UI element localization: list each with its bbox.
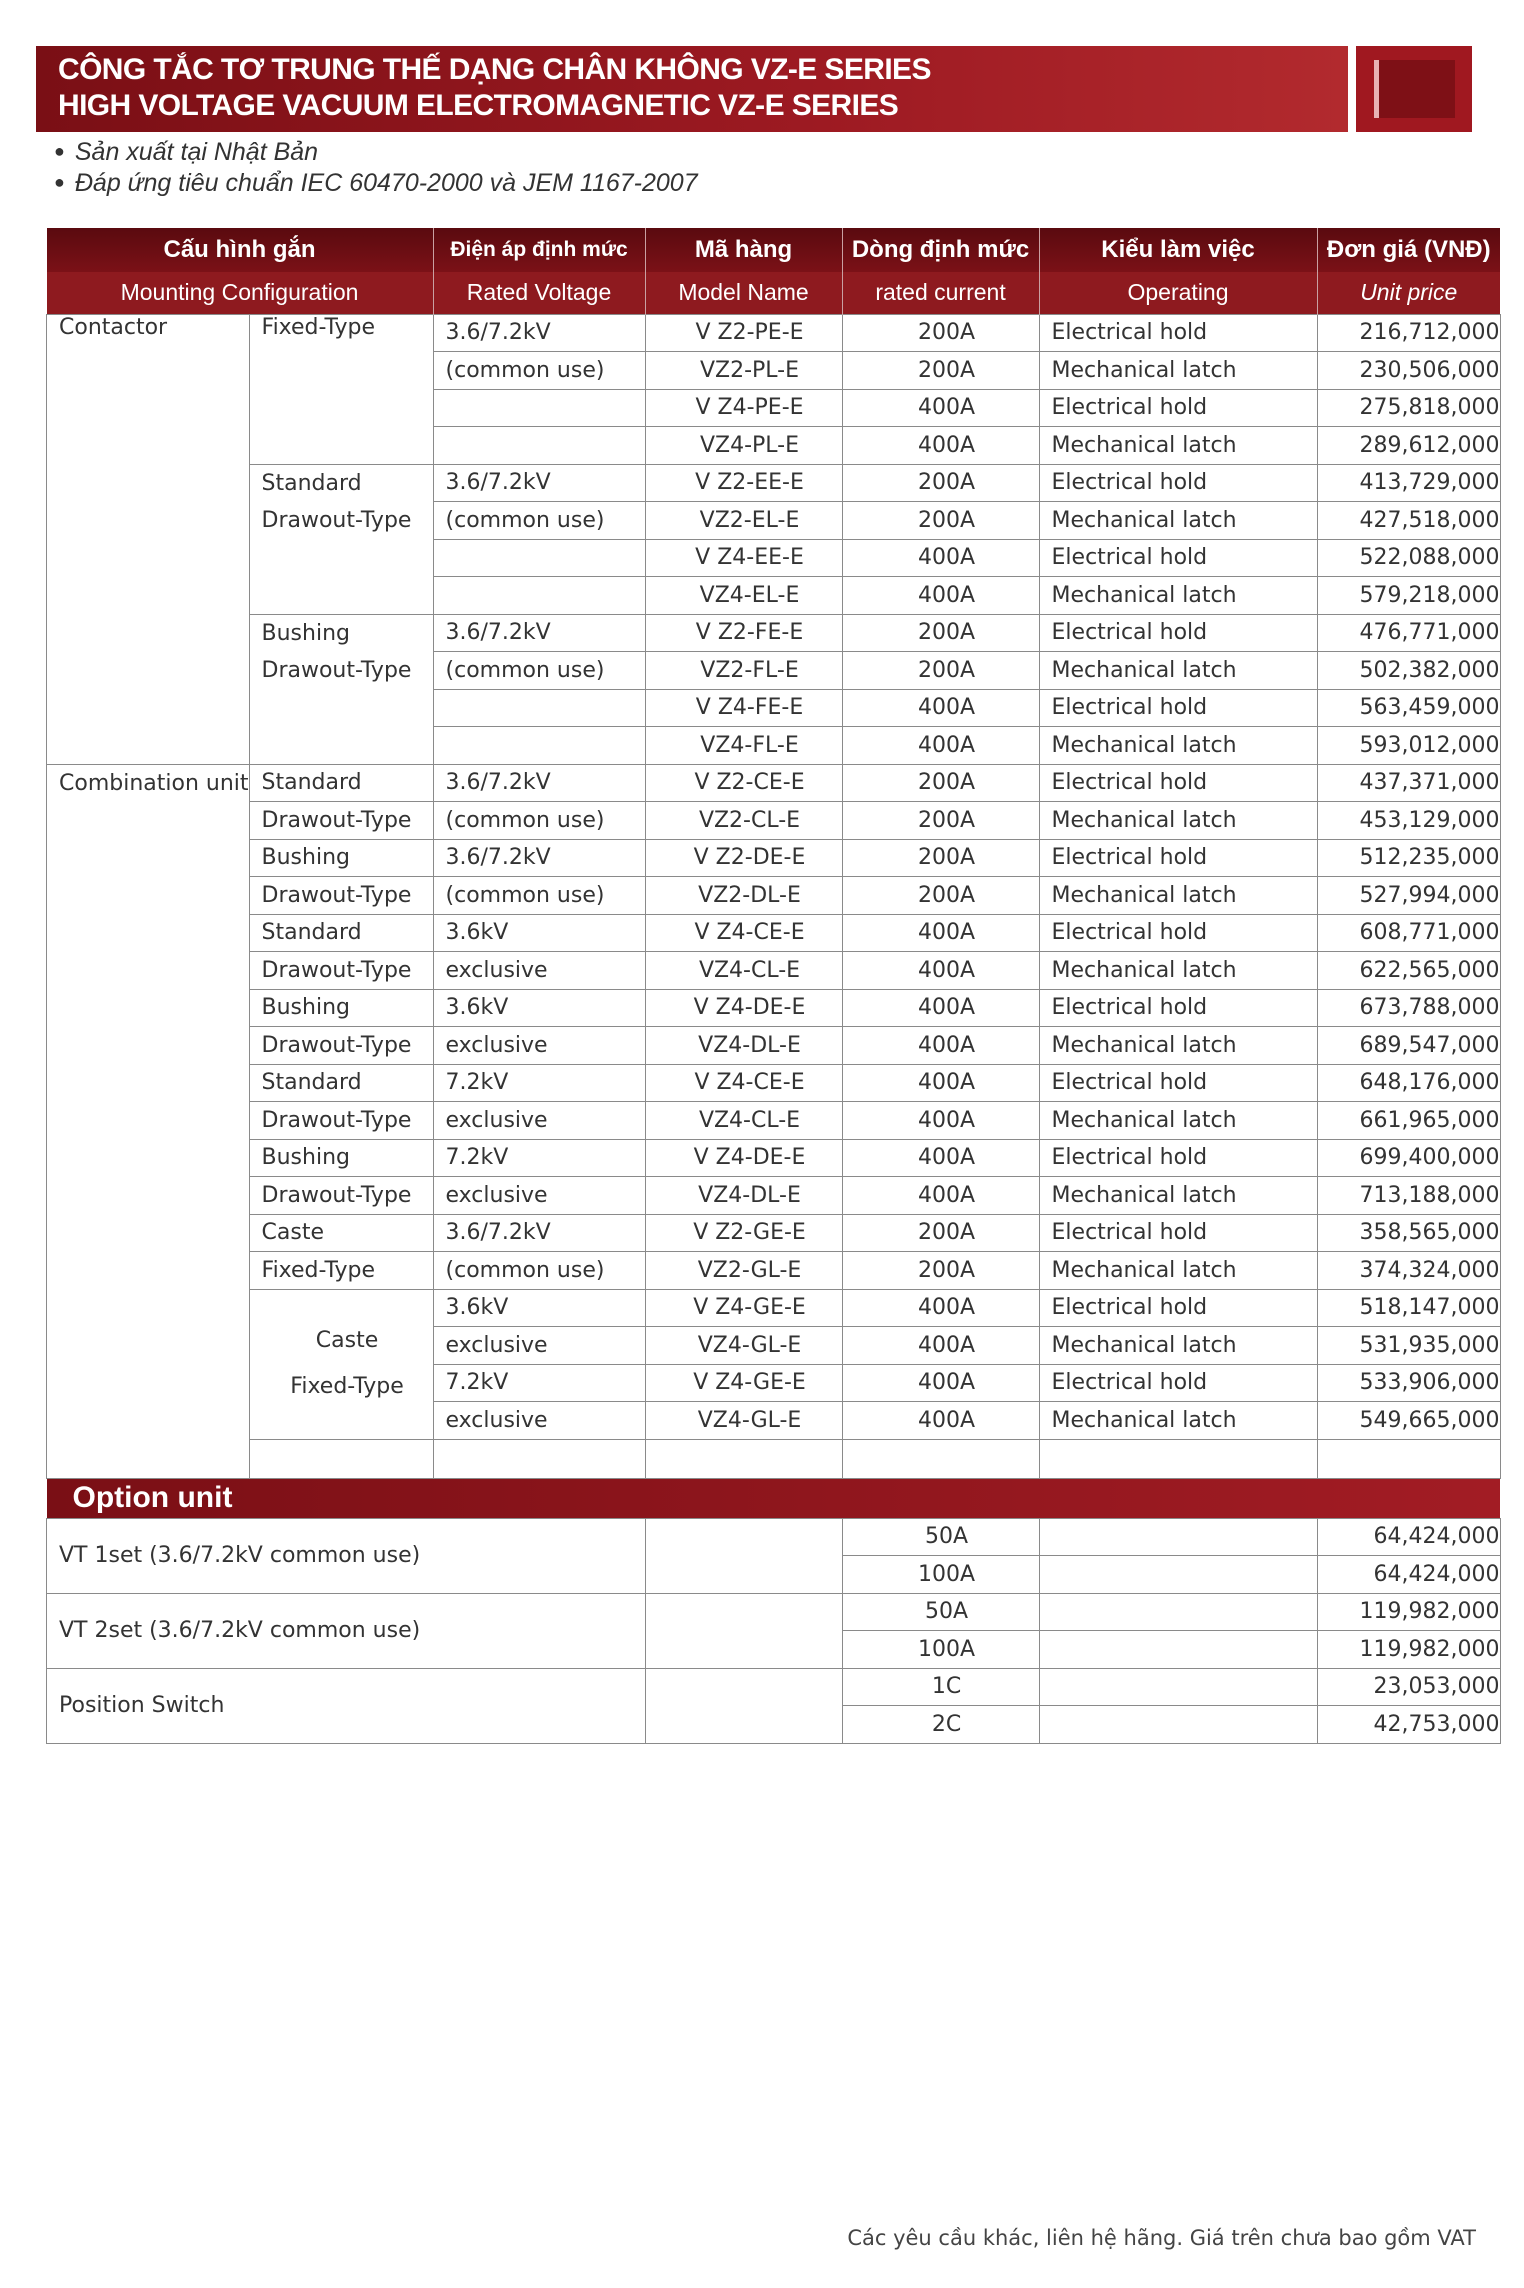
- cell-voltage: 3.6kV: [433, 1289, 645, 1327]
- cell-model: V Z2-GE-E: [645, 1214, 842, 1252]
- cell-voltage: [433, 727, 645, 765]
- cell-voltage: 7.2kV: [433, 1139, 645, 1177]
- cell-model: V Z4-PE-E: [645, 389, 842, 427]
- table-row: [47, 839, 1501, 877]
- title-banner: [36, 46, 1348, 132]
- cell-price: 527,994,000: [1317, 877, 1500, 915]
- cell-current: 100A: [842, 1631, 1039, 1669]
- cell-model: VZ4-DL-E: [645, 1027, 842, 1065]
- cell-price: 275,818,000: [1317, 389, 1500, 427]
- cell-price: 531,935,000: [1317, 1327, 1500, 1365]
- cell-current: 400A: [842, 1364, 1039, 1402]
- cell-current: 200A: [842, 1214, 1039, 1252]
- cell-price: 522,088,000: [1317, 539, 1500, 577]
- cell-operating: Electrical hold: [1039, 1289, 1317, 1327]
- mounting-bushing-drawout: Bushing Drawout-Type: [249, 614, 433, 764]
- header-price-vi: Đơn giá (VNĐ): [1317, 228, 1500, 272]
- header-price-en: Unit price: [1317, 272, 1500, 314]
- cell-price: 42,753,000: [1317, 1706, 1500, 1744]
- cell-voltage: (common use): [433, 502, 645, 540]
- cell-current: 400A: [842, 1027, 1039, 1065]
- cell-price: 374,324,000: [1317, 1252, 1500, 1290]
- cell-model: VZ4-CL-E: [645, 952, 842, 990]
- cell-price: 593,012,000: [1317, 727, 1500, 765]
- cell-model: VZ4-CL-E: [645, 1102, 842, 1140]
- cell-voltage: 3.6/7.2kV: [433, 764, 645, 802]
- cell-operating: Mechanical latch: [1039, 427, 1317, 465]
- header-voltage-en: Rated Voltage: [433, 272, 645, 314]
- cell-operating: Electrical hold: [1039, 989, 1317, 1027]
- option-vt1-name: VT 1set (3.6/7.2kV common use): [47, 1518, 646, 1593]
- option-row: [47, 1668, 1501, 1706]
- header-current-en: rated current: [842, 272, 1039, 314]
- cell-current: 400A: [842, 389, 1039, 427]
- bullet-dot-icon: ●: [54, 141, 65, 161]
- cell-price: 608,771,000: [1317, 914, 1500, 952]
- cell-current: 400A: [842, 1289, 1039, 1327]
- cell-current: 50A: [842, 1518, 1039, 1556]
- cell-model: VZ4-FL-E: [645, 727, 842, 765]
- cell-operating: Mechanical latch: [1039, 802, 1317, 840]
- cell-current: 200A: [842, 877, 1039, 915]
- cell-current: 400A: [842, 689, 1039, 727]
- cell-voltage: exclusive: [433, 1102, 645, 1140]
- cell-voltage: [433, 389, 645, 427]
- table-row: [47, 464, 1501, 502]
- cell-current: 2C: [842, 1706, 1039, 1744]
- cell-price: 437,371,000: [1317, 764, 1500, 802]
- cell-current: 400A: [842, 577, 1039, 615]
- table-row: [47, 764, 1501, 802]
- mounting-label: Standard: [249, 764, 433, 802]
- cell-current: 200A: [842, 464, 1039, 502]
- table-row: [47, 614, 1501, 652]
- cell-voltage: exclusive: [433, 1327, 645, 1365]
- banner-side-tab: [1356, 46, 1472, 132]
- cell-voltage: 3.6/7.2kV: [433, 614, 645, 652]
- cell-current: 400A: [842, 1327, 1039, 1365]
- table-row: [47, 989, 1501, 1027]
- mounting-label: Drawout-Type: [249, 802, 433, 840]
- cell-operating: Mechanical latch: [1039, 1102, 1317, 1140]
- cell-operating: Mechanical latch: [1039, 1327, 1317, 1365]
- feature-bullets: [54, 136, 698, 198]
- cell-voltage: 7.2kV: [433, 1364, 645, 1402]
- cell-price: 23,053,000: [1317, 1668, 1500, 1706]
- cell-voltage: 3.6/7.2kV: [433, 839, 645, 877]
- cell-model: VZ4-GL-E: [645, 1402, 842, 1440]
- price-table-wrapper: [46, 228, 1501, 1744]
- table-row: [47, 877, 1501, 915]
- cell-price: 476,771,000: [1317, 614, 1500, 652]
- cell-model: V Z4-DE-E: [645, 989, 842, 1027]
- cell-model: VZ2-PL-E: [645, 352, 842, 390]
- table-row: [47, 1139, 1501, 1177]
- cell-price: 64,424,000: [1317, 1518, 1500, 1556]
- header-operating-en: Operating: [1039, 272, 1317, 314]
- cell-current: 400A: [842, 952, 1039, 990]
- mounting-label: Bushing: [249, 1139, 433, 1177]
- cell-price: 289,612,000: [1317, 427, 1500, 465]
- footer-note: Các yêu cầu khác, liên hệ hãng. Giá trên chưa bao gồm VAT: [847, 2226, 1476, 2250]
- bullet-dot-icon: ●: [54, 172, 65, 192]
- cell-model: V Z2-EE-E: [645, 464, 842, 502]
- cell-current: 200A: [842, 839, 1039, 877]
- cell-operating: Electrical hold: [1039, 839, 1317, 877]
- cell-operating: Mechanical latch: [1039, 352, 1317, 390]
- cell-operating: Electrical hold: [1039, 689, 1317, 727]
- cell-price: 64,424,000: [1317, 1556, 1500, 1594]
- cell-current: 50A: [842, 1593, 1039, 1631]
- cell-price: 512,235,000: [1317, 839, 1500, 877]
- cell-voltage: (common use): [433, 652, 645, 690]
- cell-operating: Electrical hold: [1039, 764, 1317, 802]
- cell-current: 400A: [842, 1139, 1039, 1177]
- cell-operating: Electrical hold: [1039, 314, 1317, 352]
- mounting-label: Caste: [249, 1214, 433, 1252]
- table-row: [47, 1027, 1501, 1065]
- header-row-vietnamese: [47, 228, 1501, 272]
- title-english: HIGH VOLTAGE VACUUM ELECTROMAGNETIC VZ-E SERIES: [58, 89, 899, 122]
- option-row: [47, 1593, 1501, 1631]
- table-row-empty: [47, 1439, 1501, 1478]
- mounting-label: Drawout-Type: [249, 877, 433, 915]
- cell-voltage: 3.6/7.2kV: [433, 464, 645, 502]
- cell-model: VZ4-EL-E: [645, 577, 842, 615]
- mounting-fixed-type: Fixed-Type: [249, 314, 433, 464]
- cell-price: 427,518,000: [1317, 502, 1500, 540]
- cell-operating: Electrical hold: [1039, 464, 1317, 502]
- cell-voltage: (common use): [433, 1252, 645, 1290]
- cell-voltage: (common use): [433, 802, 645, 840]
- cell-model: VZ2-DL-E: [645, 877, 842, 915]
- cell-model: VZ2-EL-E: [645, 502, 842, 540]
- cell-price: 358,565,000: [1317, 1214, 1500, 1252]
- cell-operating: Electrical hold: [1039, 389, 1317, 427]
- cell-current: 400A: [842, 1064, 1039, 1102]
- price-table: [46, 228, 1501, 1744]
- header-mounting-vi: Cấu hình gắn: [47, 228, 434, 272]
- mounting-label: Drawout-Type: [249, 1027, 433, 1065]
- mounting-label: Fixed-Type: [249, 1252, 433, 1290]
- cell-model: V Z4-CE-E: [645, 1064, 842, 1102]
- cell-voltage: 3.6kV: [433, 989, 645, 1027]
- cell-price: 549,665,000: [1317, 1402, 1500, 1440]
- cell-model: V Z4-GE-E: [645, 1289, 842, 1327]
- cell-current: 100A: [842, 1556, 1039, 1594]
- cell-model: V Z2-FE-E: [645, 614, 842, 652]
- table-row: [47, 1289, 1501, 1327]
- cell-price: 689,547,000: [1317, 1027, 1500, 1065]
- cell-price: 673,788,000: [1317, 989, 1500, 1027]
- mounting-label: Standard: [249, 1064, 433, 1102]
- cell-current: 400A: [842, 1402, 1039, 1440]
- mounting-label: Bushing: [249, 839, 433, 877]
- table-row: [47, 802, 1501, 840]
- cell-price: 533,906,000: [1317, 1364, 1500, 1402]
- mounting-label: Standard: [249, 914, 433, 952]
- cell-price: 563,459,000: [1317, 689, 1500, 727]
- cell-current: 200A: [842, 802, 1039, 840]
- table-row: [47, 914, 1501, 952]
- cell-operating: Mechanical latch: [1039, 652, 1317, 690]
- cell-voltage: [433, 539, 645, 577]
- cell-model: VZ2-CL-E: [645, 802, 842, 840]
- header-model-en: Model Name: [645, 272, 842, 314]
- cell-operating: Mechanical latch: [1039, 877, 1317, 915]
- group-combination-unit: Combination unit: [47, 764, 250, 1478]
- table-row: [47, 1177, 1501, 1215]
- cell-current: 200A: [842, 1252, 1039, 1290]
- option-position-switch-name: Position Switch: [47, 1668, 646, 1743]
- cell-price: 518,147,000: [1317, 1289, 1500, 1327]
- option-unit-bar: [47, 1478, 1501, 1518]
- cell-voltage: 7.2kV: [433, 1064, 645, 1102]
- cell-price: 119,982,000: [1317, 1593, 1500, 1631]
- cell-voltage: exclusive: [433, 1177, 645, 1215]
- cell-operating: Mechanical latch: [1039, 502, 1317, 540]
- cell-model: VZ2-GL-E: [645, 1252, 842, 1290]
- cell-current: 1C: [842, 1668, 1039, 1706]
- cell-current: 400A: [842, 1177, 1039, 1215]
- cell-current: 200A: [842, 652, 1039, 690]
- cell-operating: Mechanical latch: [1039, 1252, 1317, 1290]
- cell-model: V Z2-PE-E: [645, 314, 842, 352]
- cell-operating: Electrical hold: [1039, 1139, 1317, 1177]
- cell-voltage: exclusive: [433, 952, 645, 990]
- cell-price: 230,506,000: [1317, 352, 1500, 390]
- cell-voltage: 3.6kV: [433, 914, 645, 952]
- cell-voltage: [433, 577, 645, 615]
- cell-voltage: 3.6/7.2kV: [433, 314, 645, 352]
- cell-voltage: [433, 689, 645, 727]
- cell-current: 200A: [842, 764, 1039, 802]
- group-contactor: Contactor: [47, 314, 250, 764]
- option-unit-title: Option unit: [47, 1478, 1501, 1518]
- cell-current: 400A: [842, 1102, 1039, 1140]
- cell-operating: Electrical hold: [1039, 614, 1317, 652]
- title-vietnamese: CÔNG TẮC TƠ TRUNG THẾ DẠNG CHÂN KHÔNG VZ-E SERIES: [58, 53, 931, 86]
- cell-current: 200A: [842, 502, 1039, 540]
- cell-operating: Mechanical latch: [1039, 952, 1317, 990]
- table-row: [47, 1102, 1501, 1140]
- mounting-standard-drawout: Standard Drawout-Type: [249, 464, 433, 614]
- cell-price: 502,382,000: [1317, 652, 1500, 690]
- cell-model: VZ4-PL-E: [645, 427, 842, 465]
- cell-model: V Z4-FE-E: [645, 689, 842, 727]
- cell-voltage: (common use): [433, 877, 645, 915]
- option-row: [47, 1518, 1501, 1556]
- table-row: [47, 1064, 1501, 1102]
- table-row: [47, 1214, 1501, 1252]
- cell-model: V Z4-GE-E: [645, 1364, 842, 1402]
- cell-operating: Mechanical latch: [1039, 1027, 1317, 1065]
- cell-operating: Electrical hold: [1039, 1064, 1317, 1102]
- table-row: [47, 314, 1501, 352]
- cell-model: V Z2-CE-E: [645, 764, 842, 802]
- option-vt2-name: VT 2set (3.6/7.2kV common use): [47, 1593, 646, 1668]
- cell-operating: Mechanical latch: [1039, 577, 1317, 615]
- cell-current: 400A: [842, 427, 1039, 465]
- cell-current: 400A: [842, 539, 1039, 577]
- mounting-label: Drawout-Type: [249, 952, 433, 990]
- cell-operating: Electrical hold: [1039, 539, 1317, 577]
- cell-current: 400A: [842, 989, 1039, 1027]
- cell-current: 400A: [842, 914, 1039, 952]
- header-model-vi: Mã hàng: [645, 228, 842, 272]
- cell-price: 216,712,000: [1317, 314, 1500, 352]
- cell-price: 713,188,000: [1317, 1177, 1500, 1215]
- cell-operating: Mechanical latch: [1039, 1177, 1317, 1215]
- cell-price: 648,176,000: [1317, 1064, 1500, 1102]
- table-row: [47, 1252, 1501, 1290]
- header-mounting-en: Mounting Configuration: [47, 272, 434, 314]
- cell-model: V Z2-DE-E: [645, 839, 842, 877]
- cell-model: V Z4-EE-E: [645, 539, 842, 577]
- cell-operating: Mechanical latch: [1039, 727, 1317, 765]
- bullet-origin: ● Sản xuất tại Nhật Bản: [54, 138, 319, 166]
- header-current-vi: Dòng định mức: [842, 228, 1039, 272]
- cell-model: V Z4-DE-E: [645, 1139, 842, 1177]
- cell-current: 200A: [842, 614, 1039, 652]
- cell-voltage: exclusive: [433, 1027, 645, 1065]
- header-voltage-vi: Điện áp định mức: [433, 228, 645, 272]
- header-operating-vi: Kiểu làm việc: [1039, 228, 1317, 272]
- mounting-label: Drawout-Type: [249, 1177, 433, 1215]
- cell-current: 200A: [842, 352, 1039, 390]
- cell-voltage: (common use): [433, 352, 645, 390]
- mounting-label: Bushing: [249, 989, 433, 1027]
- cell-operating: Electrical hold: [1039, 1364, 1317, 1402]
- cell-price: 579,218,000: [1317, 577, 1500, 615]
- cell-model: VZ2-FL-E: [645, 652, 842, 690]
- table-row: [47, 952, 1501, 990]
- cell-current: 400A: [842, 727, 1039, 765]
- cell-voltage: [433, 427, 645, 465]
- cell-price: 661,965,000: [1317, 1102, 1500, 1140]
- cell-price: 622,565,000: [1317, 952, 1500, 990]
- cell-voltage: 3.6/7.2kV: [433, 1214, 645, 1252]
- cell-model: VZ4-GL-E: [645, 1327, 842, 1365]
- mounting-caste-fixed: Caste Fixed-Type: [249, 1289, 433, 1439]
- cell-operating: Electrical hold: [1039, 1214, 1317, 1252]
- cell-current: 200A: [842, 314, 1039, 352]
- cell-price: 413,729,000: [1317, 464, 1500, 502]
- cell-model: V Z4-CE-E: [645, 914, 842, 952]
- cell-price: 699,400,000: [1317, 1139, 1500, 1177]
- cell-voltage: exclusive: [433, 1402, 645, 1440]
- cell-price: 119,982,000: [1317, 1631, 1500, 1669]
- cell-price: 453,129,000: [1317, 802, 1500, 840]
- bullet-standard: ● Đáp ứng tiêu chuẩn IEC 60470-2000 và JEM 1167-2007: [54, 169, 698, 197]
- header-row-english: [47, 272, 1501, 314]
- cell-operating: Mechanical latch: [1039, 1402, 1317, 1440]
- cell-model: VZ4-DL-E: [645, 1177, 842, 1215]
- mounting-label: Drawout-Type: [249, 1102, 433, 1140]
- cell-operating: Electrical hold: [1039, 914, 1317, 952]
